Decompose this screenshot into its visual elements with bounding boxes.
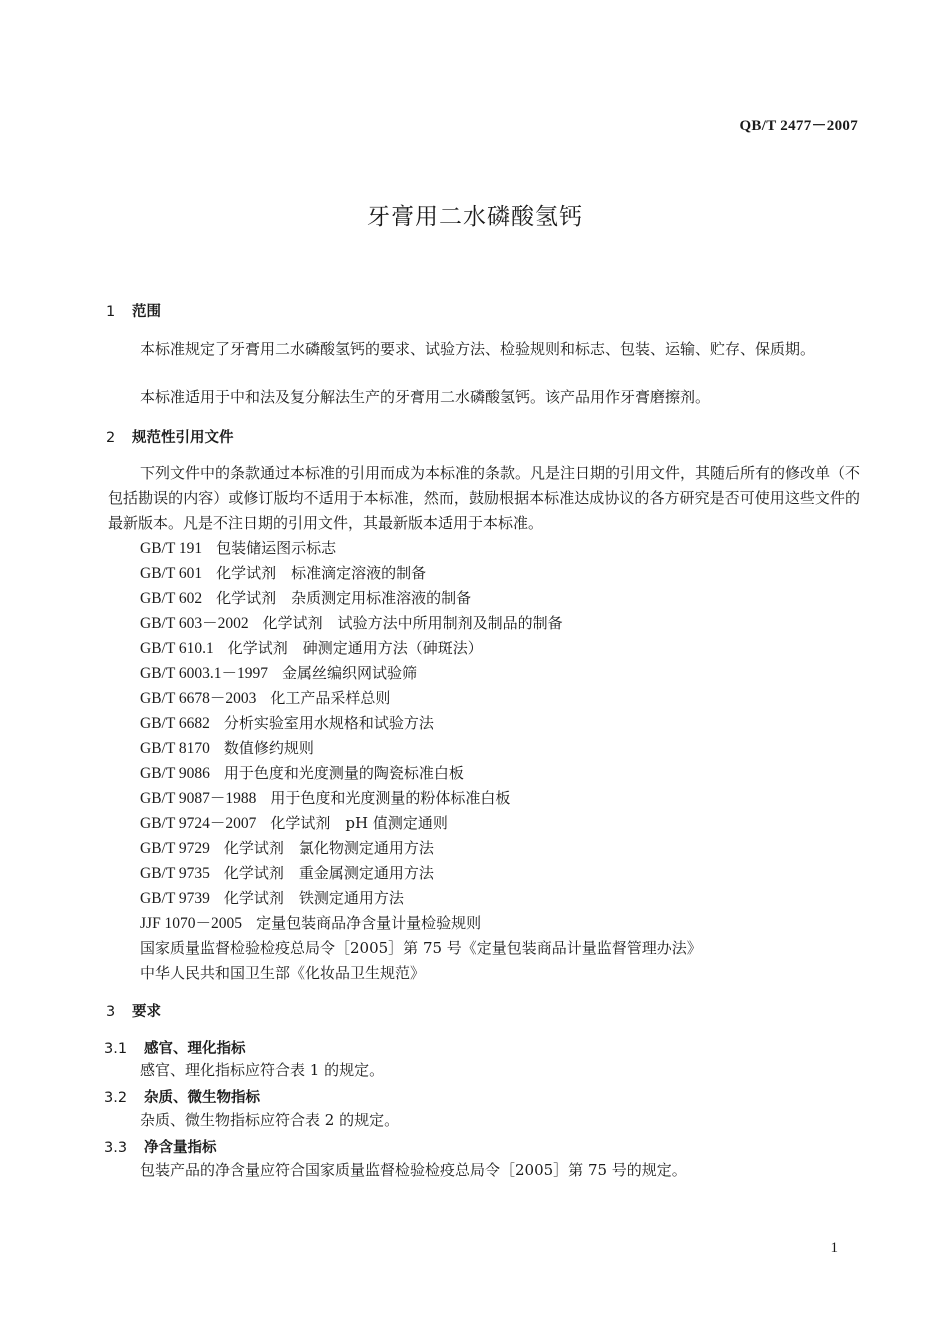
reference-title: 包装储运图示标志 <box>216 539 337 557</box>
reference-code: GB/T 9735 <box>140 865 210 882</box>
section-number: 2 <box>106 430 116 446</box>
section-heading-scope <box>106 300 161 321</box>
reference-title: 定量包装商品净含量计量检验规则 <box>256 914 482 932</box>
reference-code: JJF 1070－2005 <box>140 915 243 932</box>
subsection-number: 3.1 <box>104 1041 128 1057</box>
reference-code: GB/T 6678－2003 <box>140 690 257 707</box>
section-heading-requirements <box>106 1000 161 1021</box>
reference-title: 化学试剂 重金属测定通用方法 <box>223 864 434 882</box>
section-title: 规范性引用文件 <box>132 430 234 446</box>
subsection-text: 感官、理化指标应符合表 1 的规定。 <box>140 1061 385 1079</box>
paragraph: 本标准规定了牙膏用二水磷酸氢钙的要求、试验方法、检验规则和标志、包装、运输、贮存、保质期。 <box>140 340 816 358</box>
section-title: 要求 <box>132 1004 161 1020</box>
reference-code: GB/T 6682 <box>140 715 210 732</box>
reference-item <box>140 886 702 911</box>
section-number: 3 <box>106 1004 116 1020</box>
reference-title: 化工产品采样总则 <box>270 689 391 707</box>
section-heading-normative-references <box>106 426 234 447</box>
reference-item <box>140 611 702 636</box>
reference-code: GB/T 9729 <box>140 840 210 857</box>
subsection-heading <box>104 1037 246 1058</box>
reference-title: 用于色度和光度测量的粉体标准白板 <box>270 789 511 807</box>
reference-item <box>140 636 702 661</box>
reference-item <box>140 711 702 736</box>
page-number: 1 <box>830 1240 838 1256</box>
reference-title: 数值修约规则 <box>223 739 314 757</box>
document-title: 牙膏用二水磷酸氢钙 <box>367 204 583 230</box>
reference-code: GB/T 601 <box>140 565 203 582</box>
reference-code: GB/T 9087－1988 <box>140 790 257 807</box>
reference-item <box>140 911 702 936</box>
subsection-title: 杂质、微生物指标 <box>144 1090 260 1106</box>
reference-item <box>140 811 702 836</box>
subsection-text: 杂质、微生物指标应符合表 2 的规定。 <box>140 1111 400 1129</box>
reference-item <box>140 536 702 561</box>
reference-code: GB/T 602 <box>140 590 203 607</box>
reference-title: 化学试剂 杂质测定用标准溶液的制备 <box>216 589 472 607</box>
reference-item <box>140 786 702 811</box>
reference-title: 分析实验室用水规格和试验方法 <box>223 714 434 732</box>
reference-code: GB/T 9724－2007 <box>140 815 257 832</box>
reference-item <box>140 686 702 711</box>
reference-item <box>140 561 702 586</box>
reference-item <box>140 761 702 786</box>
reference-item <box>140 586 702 611</box>
reference-code: GB/T 603－2002 <box>140 615 249 632</box>
subsection-title: 感官、理化指标 <box>144 1041 246 1057</box>
reference-text: 中华人民共和国卫生部《化妆品卫生规范》 <box>140 964 426 982</box>
reference-code: GB/T 9086 <box>140 765 210 782</box>
reference-title: 化学试剂 砷测定通用方法（砷斑法） <box>227 639 483 657</box>
paragraph: 本标准适用于中和法及复分解法生产的牙膏用二水磷酸氢钙。该产品用作牙膏磨擦剂。 <box>140 388 711 406</box>
reference-code: GB/T 6003.1－1997 <box>140 665 269 682</box>
reference-item <box>140 836 702 861</box>
reference-item <box>140 736 702 761</box>
section-title: 范围 <box>132 304 161 320</box>
reference-title: 化学试剂 试验方法中所用制剂及制品的制备 <box>262 614 563 632</box>
paragraph: 下列文件中的条款通过本标准的引用而成为本标准的条款。凡是注日期的引用文件，其随后所有的修改单（不包括勘误的内容）或修订版均不适用于本标准，然而，鼓励根据本标准达成协议的各方研究是否可使用这些文件的最新版本。凡是不注日期的引用文件，其最新版本适用于本标准。 <box>108 464 861 532</box>
reference-code: GB/T 610.1 <box>140 640 214 657</box>
reference-code: GB/T 8170 <box>140 740 210 757</box>
reference-list <box>140 536 702 986</box>
subsection-title: 净含量指标 <box>144 1140 217 1156</box>
standard-code: QB/T 2477－2007 <box>739 118 858 134</box>
section-number: 1 <box>106 304 116 320</box>
subsection-text: 包装产品的净含量应符合国家质量监督检验检疫总局令［2005］第 75 号的规定。 <box>140 1161 687 1179</box>
reference-item <box>140 861 702 886</box>
reference-title: 用于色度和光度测量的陶瓷标准白板 <box>223 764 464 782</box>
reference-text: 国家质量监督检验检疫总局令［2005］第 75 号《定量包装商品计量监督管理办法》 <box>140 939 702 957</box>
reference-item <box>140 936 702 961</box>
reference-title: 金属丝编织网试验筛 <box>282 664 418 682</box>
reference-code: GB/T 191 <box>140 540 203 557</box>
reference-item <box>140 961 702 986</box>
subsection-heading <box>104 1136 217 1157</box>
subsection-number: 3.3 <box>104 1140 128 1156</box>
reference-title: 化学试剂 铁测定通用方法 <box>223 889 404 907</box>
reference-title: 化学试剂 氯化物测定通用方法 <box>223 839 434 857</box>
reference-title: 化学试剂 标准滴定溶液的制备 <box>216 564 427 582</box>
subsection-number: 3.2 <box>104 1090 128 1106</box>
reference-title: 化学试剂 pH 值测定通则 <box>270 814 448 832</box>
reference-item <box>140 661 702 686</box>
subsection-heading <box>104 1086 260 1107</box>
reference-code: GB/T 9739 <box>140 890 210 907</box>
